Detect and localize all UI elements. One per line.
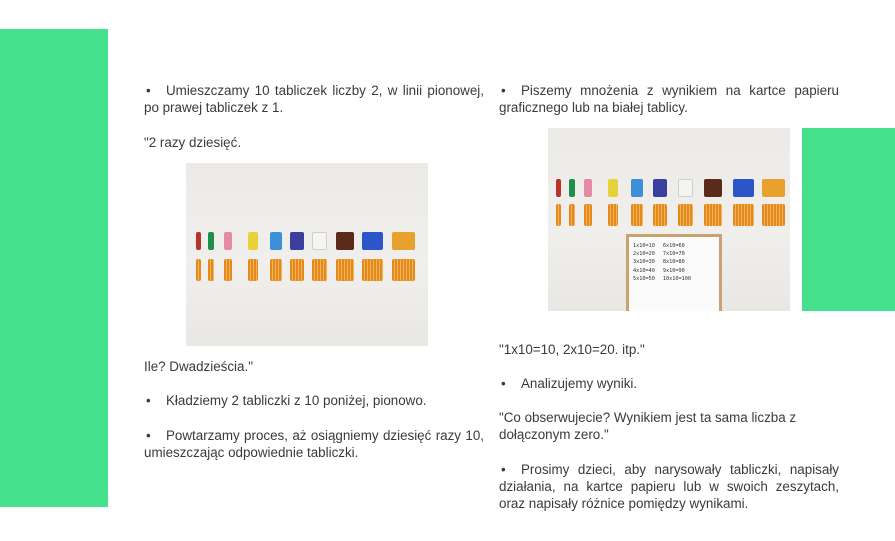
ten-bar-group — [290, 259, 304, 281]
bead-square — [631, 179, 643, 197]
ten-bar-group — [208, 259, 214, 281]
green-decor-left — [0, 29, 108, 507]
ten-bar-group — [336, 259, 354, 281]
whiteboard — [626, 234, 722, 311]
bead-square — [569, 179, 575, 197]
ten-bar-group — [653, 204, 667, 226]
bead-square — [762, 179, 785, 197]
bullet-icon: • — [501, 83, 506, 98]
left-quote-end: Ile? Dwadzieścia." — [144, 359, 253, 374]
left-bullet-3: • Powtarzamy proces, aż osiągniemy dziesięć razy 10, umieszczając odpowiednie tabliczki. — [144, 428, 484, 460]
bead-bars-whiteboard-photo — [548, 128, 790, 311]
bead-square — [608, 179, 618, 197]
bullet-icon: • — [501, 376, 506, 391]
bullet-icon: • — [501, 462, 506, 477]
bead-square — [270, 232, 282, 250]
ten-bar-group — [556, 204, 561, 226]
ten-bar-group — [678, 204, 693, 226]
ten-bar-group — [312, 259, 327, 281]
ten-bar-group — [224, 259, 232, 281]
whiteboard-col-1: 1x10=10 2x10=20 3x10=30 4x10=40 5x10=50 — [633, 243, 655, 282]
right-bullet-2: • Analizujemy wyniki. — [501, 376, 638, 391]
bead-square — [290, 232, 304, 250]
bead-square — [362, 232, 383, 250]
right-bullet-1: • Piszemy mnożenia z wynikiem na kartce papieru graficznego lub na białej tablicy. — [499, 83, 839, 115]
ten-bar-group — [608, 204, 618, 226]
whiteboard-col-2: 6x10=60 7x10=70 8x10=80 9x10=90 10x10=100 — [662, 243, 691, 282]
bead-square — [392, 232, 415, 250]
left-quote-start: "2 razy dziesięć. — [144, 135, 242, 150]
bead-bars-photo — [186, 163, 428, 346]
bullet-icon: • — [146, 393, 151, 408]
right-quote-1: "1x10=10, 2x10=20. itp." — [499, 342, 645, 357]
bead-square — [336, 232, 354, 250]
left-bullet-1: • Umieszczamy 10 tabliczek liczby 2, w linii pionowej, po prawej tabliczek z 1. — [144, 83, 484, 115]
bead-square — [678, 179, 693, 197]
ten-bar-group — [248, 259, 258, 281]
ten-bar-group — [584, 204, 592, 226]
bead-square — [704, 179, 722, 197]
ten-bar-group — [762, 204, 785, 226]
ten-bar-group — [704, 204, 722, 226]
bead-square — [733, 179, 754, 197]
bullet-icon: • — [146, 83, 151, 98]
bullet-icon: • — [146, 428, 151, 443]
right-bullet-3: • Prosimy dzieci, aby narysowały tabliczki, napisały działania, na kartce papieru lub w swoich zeszytach, oraz napisały różnice pomiędzy wynikami. — [499, 462, 839, 511]
bead-square — [653, 179, 667, 197]
right-quote-2: "Co obserwujecie? Wynikiem jest ta sama liczba z dołączonym zero." — [499, 410, 797, 442]
ten-bar-group — [362, 259, 383, 281]
ten-bar-group — [733, 204, 754, 226]
bead-square — [196, 232, 201, 250]
ten-bar-group — [196, 259, 201, 281]
ten-bar-group — [270, 259, 282, 281]
bead-square — [312, 232, 327, 250]
bead-square — [584, 179, 592, 197]
bead-square — [224, 232, 232, 250]
bead-square — [248, 232, 258, 250]
left-bullet-2: • Kładziemy 2 tabliczki z 10 poniżej, pionowo. — [146, 393, 427, 408]
ten-bar-group — [569, 204, 575, 226]
bead-square — [556, 179, 561, 197]
ten-bar-group — [392, 259, 415, 281]
ten-bar-group — [631, 204, 643, 226]
bead-square — [208, 232, 214, 250]
